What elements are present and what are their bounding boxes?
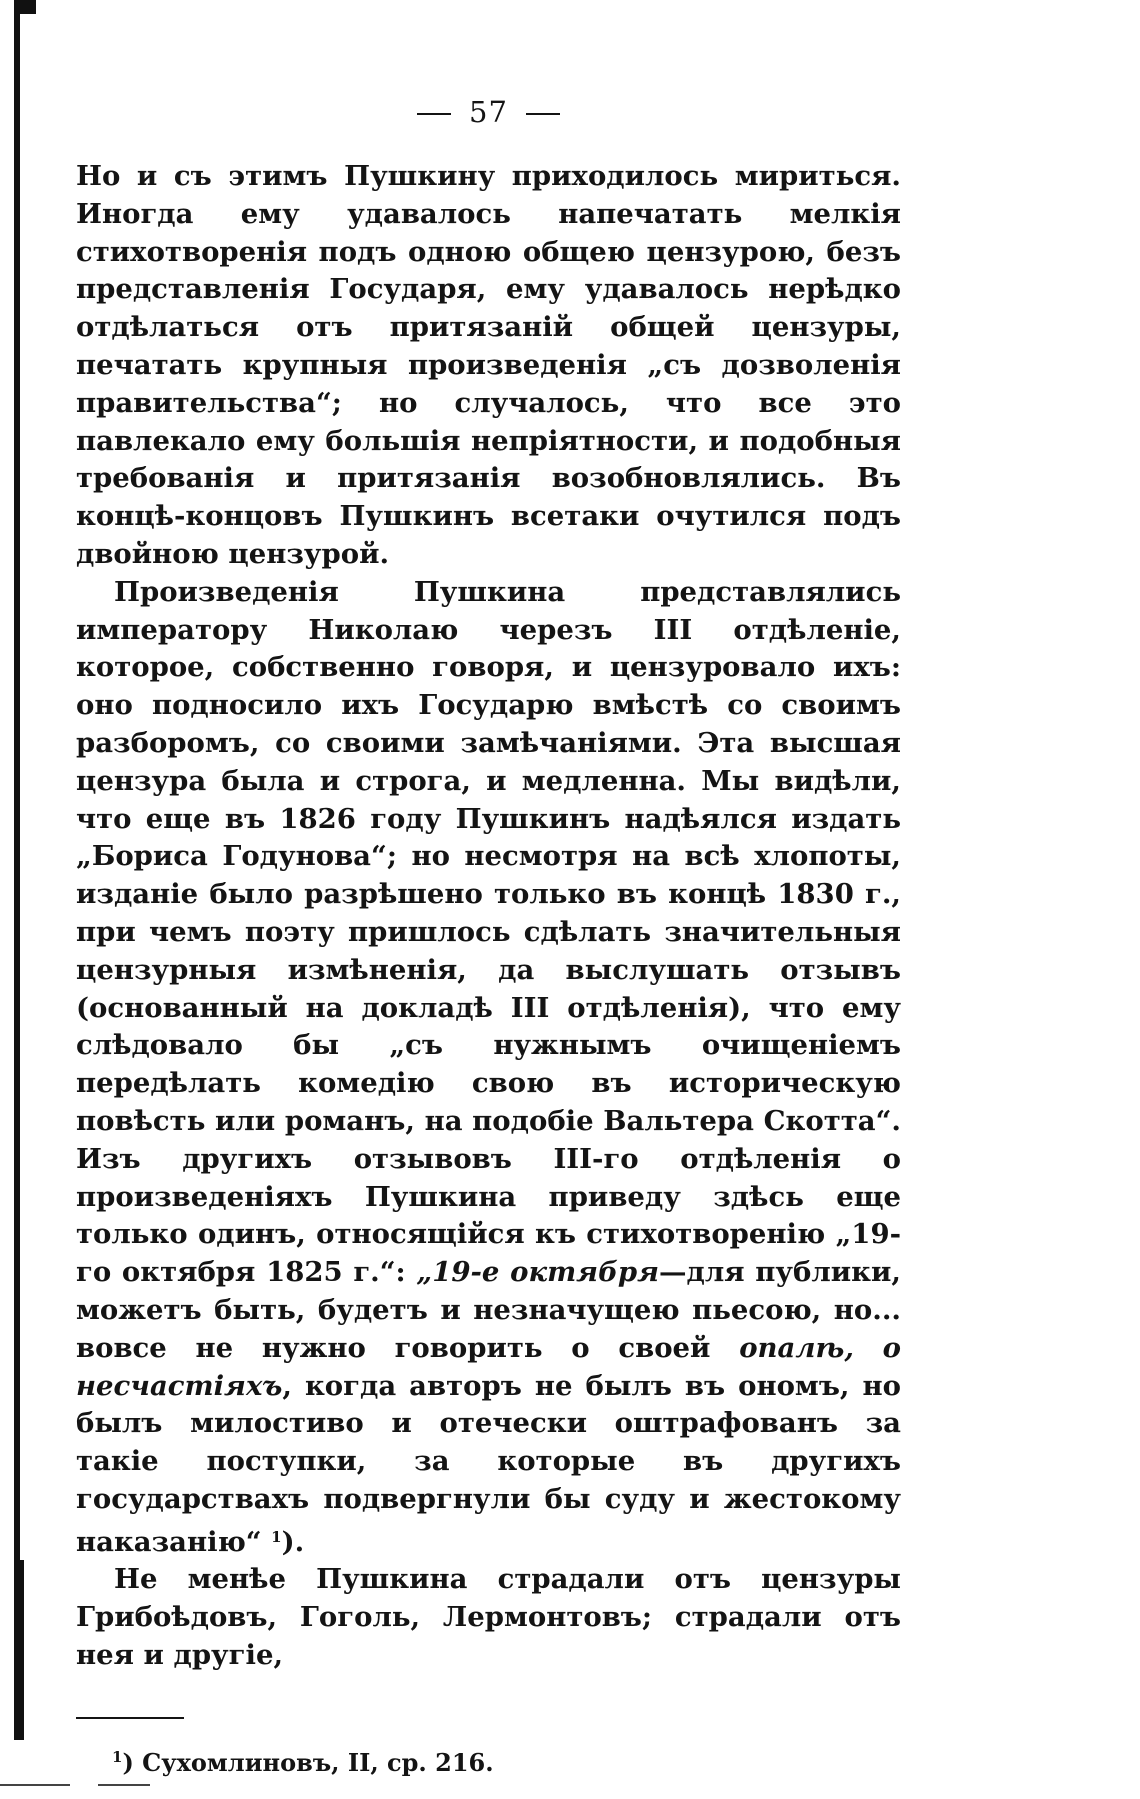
page-number [76, 80, 901, 144]
paragraph-1: Но и съ этимъ Пушкину приходилось мириться. Иногда ему удавалось напечатать мелкія стихотворенія подъ одною общею цензурою, безъ представленія Государя, ему удавалось нерѣдко отдѣлаться отъ притязаній общей цензуры, печатать крупныя произведенія „съ дозволенія правительства“; но случалось, что все это павлекало ему большія непріятности, и подобныя требованія и притязанія возобновлялись. Въ концѣ-концовъ Пушкинъ всетаки очутился подъ двойною цензурой. [76, 160, 901, 570]
paragraph-2 [76, 574, 901, 1562]
footnote-reference: 1 [271, 1527, 282, 1546]
paragraph-2-text: Произведенія Пушкина представлялись императору Николаю черезъ III отдѣленіе, которое, собственно говоря, и цензуровало ихъ: оно подносило ихъ Государю вмѣстѣ со своимъ разборомъ, со своими замѣчаніями. Эта высшая цензура была и строга, и медленна. Мы видѣли, что еще въ 1826 году Пушкинъ надѣялся издать „Бориса Годунова“; но несмотря на всѣ хлопоты, изданіе было разрѣшено только въ концѣ 1830 г., при чемъ поэту пришлось сдѣлать значительныя цензурныя измѣненія, да выслушать отзывъ (основанный на докладѣ III отдѣленія), что ему слѣдовало бы „съ нужнымъ очищеніемъ передѣлать комедію свою въ историческую повѣсть или романъ, на подобіе Вальтера Скотта“. Изъ другихъ отзывовъ III-го отдѣленія о произведеніяхъ Пушкина приведу здѣсь еще только одинъ, относящійся къ стихотворенію „19-го октября 1825 г.“: [76, 575, 901, 1289]
quoted-title-italic: „19-е октября [416, 1256, 660, 1289]
page-number-dash-left [417, 113, 451, 115]
paragraph-2-text-cont: —для публики, можетъ быть, будетъ и незначущею пьесою, но... вовсе не нужно говорить о своей [76, 1256, 901, 1364]
footnote-separator [76, 1717, 184, 1719]
scan-artifact-dash [0, 1784, 70, 1786]
page-number-value: 57 [469, 95, 508, 129]
emphasis-italic: опалѣ, о несчастіяхъ [76, 1331, 901, 1402]
page-number-dash-right [526, 113, 560, 115]
paragraph-2-text-end: ). [281, 1525, 305, 1558]
footnote-text: ) Сухомлиновъ, II, ср. 216. [122, 1747, 494, 1777]
footnote [112, 1741, 901, 1779]
book-page [76, 80, 901, 1779]
page-binding-edge-lower [14, 1560, 24, 1740]
paragraph-2-text-cont2: , когда авторъ не былъ въ ономъ, но былъ милостиво и отечески оштрафованъ за такіе поступки, за которые въ другихъ государствахъ подвергнули бы суду и жестокому наказанію“ [76, 1369, 901, 1558]
scan-artifact-dash [98, 1784, 150, 1786]
paragraph-3: Не менѣе Пушкина страдали отъ цензуры Грибоѣдовъ, Гоголь, Лермонтовъ; страдали отъ нея и другіе, [76, 1563, 901, 1672]
page-binding-edge [14, 0, 20, 1720]
footnote-marker: 1 [112, 1747, 123, 1766]
